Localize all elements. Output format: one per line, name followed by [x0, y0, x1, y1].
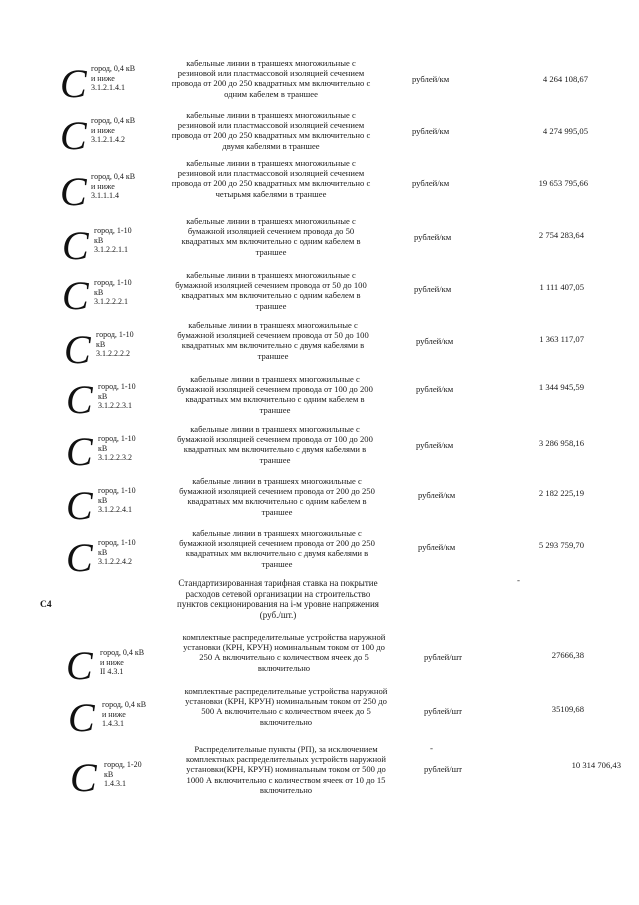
c-mark-icon: C	[66, 643, 93, 688]
row-description: кабельные линии в траншеях многожильные с бумажной изоляцией сечением провода от 100 до 200 квадратных мм включительно с одним кабелем в траншее	[177, 374, 373, 415]
row-value: 5 293 759,70	[538, 540, 584, 550]
row-value: 19 653 795,66	[538, 178, 588, 188]
row-value: 1 111 407,05	[539, 282, 584, 292]
row-value: 1 363 117,07	[539, 334, 584, 344]
c-mark-icon: C	[66, 377, 93, 422]
c-mark-icon: C	[66, 535, 93, 580]
row-code: город, 1-10 кВ 3.1.2.2.2.2	[96, 330, 134, 358]
row-description: комплектные распределительные устройства наружной установки (КРН, КРУН) номинальным током от 100 до 250 А включительно с количеством ячеек до 5 включительно	[182, 632, 386, 673]
row-code: город, 0,4 кВ и ниже II 4.3.1	[100, 648, 145, 676]
row-unit: рублей/км	[414, 284, 452, 294]
row-value: 10 314 706,43	[571, 760, 621, 770]
row-value: 4 274 995,05	[542, 126, 588, 136]
row-unit: рублей/км	[412, 126, 450, 136]
row-description: кабельные линии в траншеях многожильные с резиновой или пластмассовой изоляцией сечением провода от 200 до 250 квадратных мм включительно с четырьмя кабелями в траншее	[171, 158, 371, 199]
row-value: 4 264 108,67	[542, 74, 588, 84]
row-code: город, 0,4 кВ и ниже 3.1.2.1.4.1	[91, 64, 136, 92]
row-unit: рублей/км	[418, 490, 456, 500]
row-value: 3 286 958,16	[538, 438, 584, 448]
c-mark-icon: C	[70, 755, 97, 800]
c-mark-icon: C	[66, 429, 93, 474]
row-unit: рублей/км	[418, 542, 456, 552]
row-value: 2 754 283,64	[538, 230, 584, 240]
row-description: комплектные распределительные устройства наружной установки (КРН, КРУН) номинальным током от 250 до 500 А включительно с количеством ячеек до 5 включительно	[184, 686, 388, 727]
c-mark-icon: C	[62, 273, 89, 318]
c-mark-icon: C	[60, 61, 87, 106]
c-mark-icon: C	[64, 327, 91, 372]
row-description: кабельные линии в траншеях многожильные с бумажной изоляцией сечением провода от 50 до 100 квадратных мм включительно с одним кабелем в траншее	[175, 270, 367, 311]
section-title: Стандартизированная тарифная ставка на покрытие расходов сетевой организации на строительство пунктов секционирования на i-м уровне напряжения (руб./шт.)	[177, 578, 379, 620]
row-value: 2 182 225,19	[538, 488, 584, 498]
c-mark-icon: C	[68, 695, 95, 740]
row-code: город, 1-10 кВ 3.1.2.2.2.1	[94, 278, 132, 306]
row-unit: рублей/шт	[424, 706, 462, 716]
row-code: город, 1-20 кВ 1.4.3.1	[104, 760, 142, 788]
row-unit: рублей/км	[416, 384, 454, 394]
section-label: С4	[40, 600, 52, 610]
row-code: город, 0,4 кВ и ниже 3.1.2.1.4.2	[91, 116, 136, 144]
row-code: город, 1-10 кВ 3.1.2.2.3.2	[98, 434, 136, 462]
row-value: 35109,68	[551, 704, 584, 714]
row-code: город, 1-10 кВ 3.1.2.2.1.1	[94, 226, 132, 254]
stray-mark: -	[517, 575, 520, 585]
c-mark-icon: C	[60, 113, 87, 158]
row-description: кабельные линии в траншеях многожильные с бумажной изоляцией сечением провода до 50 квадратных мм включительно с одним кабелем в траншее	[181, 216, 361, 257]
c-mark-icon: C	[62, 223, 89, 268]
row-unit: рублей/км	[416, 336, 454, 346]
row-description: кабельные линии в траншеях многожильные с бумажной изоляцией сечением провода от 100 до 200 квадратных мм включительно с двумя кабелями в траншее	[177, 424, 373, 465]
row-description: кабельные линии в траншеях многожильные с резиновой или пластмассовой изоляцией сечением провода от 200 до 250 квадратных мм включительно с двумя кабелями в траншее	[171, 110, 371, 151]
row-code: город, 0,4 кВ и ниже 1.4.3.1	[102, 700, 147, 728]
c-mark-icon: C	[66, 483, 93, 528]
row-value: 27666,38	[551, 650, 584, 660]
row-value: 1 344 945,59	[538, 382, 584, 392]
row-unit: рублей/км	[412, 74, 450, 84]
row-unit: рублей/км	[412, 178, 450, 188]
row-description: Распределительные пункты (РП), за исключением комплектных распределительных устройств наружной установки(КРН, КРУН) номинальным током от 500 до 1000 А включительно с количеством ячеек от 10 до 15 включительно	[186, 744, 386, 795]
row-code: город, 1-10 кВ 3.1.2.2.4.2	[98, 538, 136, 566]
row-unit: рублей/шт	[424, 764, 462, 774]
row-code: город, 1-10 кВ 3.1.2.2.4.1	[98, 486, 136, 514]
row-description: кабельные линии в траншеях многожильные с бумажной изоляцией сечением провода от 50 до 100 квадратных мм включительно с двумя кабелями в траншее	[177, 320, 369, 361]
row-description: кабельные линии в траншеях многожильные с бумажной изоляцией сечением провода от 200 до 250 квадратных мм включительно с одним кабелем в траншее	[179, 476, 375, 517]
stray-mark: -	[430, 743, 433, 753]
row-code: город, 0,4 кВ и ниже 3.1.1.1.4	[91, 172, 136, 200]
row-unit: рублей/шт	[424, 652, 462, 662]
row-unit: рублей/км	[414, 232, 452, 242]
row-description: кабельные линии в траншеях многожильные с резиновой или пластмассовой изоляцией сечением провода от 200 до 250 квадратных мм включительно с одним кабелем в траншее	[171, 58, 371, 99]
row-unit: рублей/км	[416, 440, 454, 450]
row-description: кабельные линии в траншеях многожильные с бумажной изоляцией сечением провода от 200 до 250 квадратных мм включительно с двумя кабелями в траншее	[179, 528, 375, 569]
c-mark-icon: C	[60, 169, 87, 214]
row-code: город, 1-10 кВ 3.1.2.2.3.1	[98, 382, 136, 410]
